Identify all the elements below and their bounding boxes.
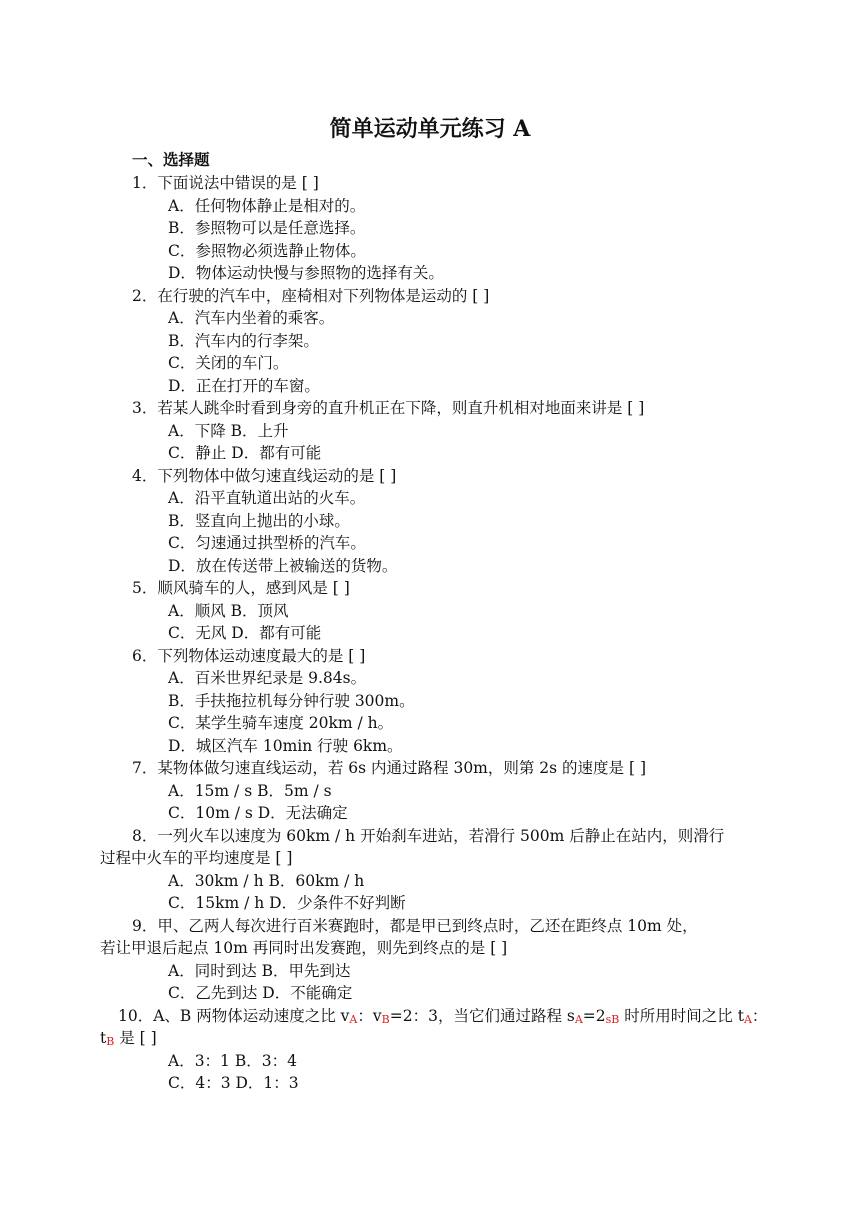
- q10-text-part: 10．A、B 两物体运动速度之比 v: [118, 1007, 350, 1025]
- q6-option-b: B．手扶拖拉机每分钟行驶 300m。: [168, 692, 415, 710]
- q4-option-c: C．匀速通过拱型桥的汽车。: [168, 534, 366, 552]
- question-3: 3．若某人跳伞时看到身旁的直升机正在下降，则直升机相对地面来讲是 [ ]: [132, 399, 645, 417]
- q1-option-d: D．物体运动快慢与参照物的选择有关。: [168, 264, 444, 282]
- page-title: 简单运动单元练习 A: [329, 116, 531, 142]
- q2-option-d: D．正在打开的车窗。: [168, 377, 320, 395]
- section-heading: 一、选择题: [132, 150, 210, 169]
- q10-subscript: A: [743, 1013, 752, 1026]
- q7-options-ab: A．15m / s B．5m / s: [168, 782, 332, 800]
- q5-options-ab: A．顺风 B．顶风: [168, 602, 289, 620]
- q3-options-ab: A．下降 B．上升: [168, 422, 289, 440]
- q10-options-ab: A．3：1 B．3：4: [168, 1052, 297, 1070]
- q10-subscript: B: [381, 1013, 390, 1026]
- q6-option-d: D．城区汽车 10min 行驶 6km。: [168, 737, 403, 755]
- q10-text-part: =2：3，当它们通过路程 s: [389, 1007, 575, 1025]
- question-8-line-2: 过程中火车的平均速度是 [ ]: [100, 849, 293, 867]
- q4-option-a: A．沿平直轨道出站的火车。: [168, 489, 366, 507]
- q4-option-d: D．放在传送带上被输送的货物。: [168, 557, 398, 575]
- question-2: 2．在行驶的汽车中，座椅相对下列物体是运动的 [ ]: [132, 287, 490, 305]
- q10-subscript: sB: [605, 1013, 620, 1026]
- q7-options-cd: C．10m / s D．无法确定: [168, 804, 348, 822]
- question-8-line-1: 8．一列火车以速度为 60km / h 开始刹车进站，若滑行 500m 后静止在站内，则滑行: [132, 827, 725, 845]
- q10-subscript: A: [574, 1013, 583, 1026]
- q1-option-b: B．参照物可以是任意选择。: [168, 219, 366, 237]
- q1-option-a: A．任何物体静止是相对的。: [168, 197, 366, 215]
- q10-text-part: ：v: [357, 1007, 382, 1025]
- q3-options-cd: C．静止 D．都有可能: [168, 444, 322, 462]
- q10-text-part: 是 [ ]: [114, 1029, 157, 1047]
- q2-option-c: C．关闭的车门。: [168, 354, 289, 372]
- question-6: 6．下列物体运动速度最大的是 [ ]: [132, 647, 366, 665]
- q5-options-cd: C．无风 D．都有可能: [168, 624, 322, 642]
- q9-options-cd: C．乙先到达 D．不能确定: [168, 984, 353, 1002]
- q10-subscript: B: [106, 1035, 115, 1048]
- q8-options-ab: A．30km / h B．60km / h: [168, 872, 365, 890]
- question-4: 4．下列物体中做匀速直线运动的是 [ ]: [132, 467, 397, 485]
- q4-option-b: B．竖直向上抛出的小球。: [168, 512, 350, 530]
- q6-option-c: C．某学生骑车速度 20km / h。: [168, 714, 394, 732]
- question-10-line-1: [118, 1006, 767, 1030]
- q10-text-part: =2: [582, 1007, 606, 1025]
- q10-subscript: A: [349, 1013, 358, 1026]
- q10-text-part: 时所用时间之比 t: [619, 1007, 744, 1025]
- q9-options-ab: A．同时到达 B．甲先到达: [168, 962, 351, 980]
- question-5: 5．顺风骑车的人，感到风是 [ ]: [132, 579, 350, 597]
- q10-text-part: ：: [751, 1007, 768, 1025]
- question-9-line-1: 9．甲、乙两人每次进行百米赛跑时，都是甲已到终点时，乙还在距终点 10m 处，: [132, 917, 698, 935]
- q10-text-part: t: [100, 1029, 107, 1047]
- question-10-line-2: [100, 1028, 157, 1052]
- q6-option-a: A．百米世界纪录是 9.84s。: [168, 669, 367, 687]
- q10-options-cd: C．4：3 D．1：3: [168, 1074, 299, 1092]
- question-9-line-2: 若让甲退后起点 10m 再同时出发赛跑，则先到终点的是 [ ]: [100, 939, 508, 957]
- question-1: 1．下面说法中错误的是 [ ]: [132, 174, 319, 192]
- q2-option-b: B．汽车内的行李架。: [168, 332, 319, 350]
- q2-option-a: A．汽车内坐着的乘客。: [168, 309, 335, 327]
- question-7: 7．某物体做匀速直线运动，若 6s 内通过路程 30m，则第 2s 的速度是 [ ]: [132, 759, 646, 777]
- q1-option-c: C．参照物必须选静止物体。: [168, 242, 366, 260]
- q8-options-cd: C．15km / h D．少条件不好判断: [168, 894, 406, 912]
